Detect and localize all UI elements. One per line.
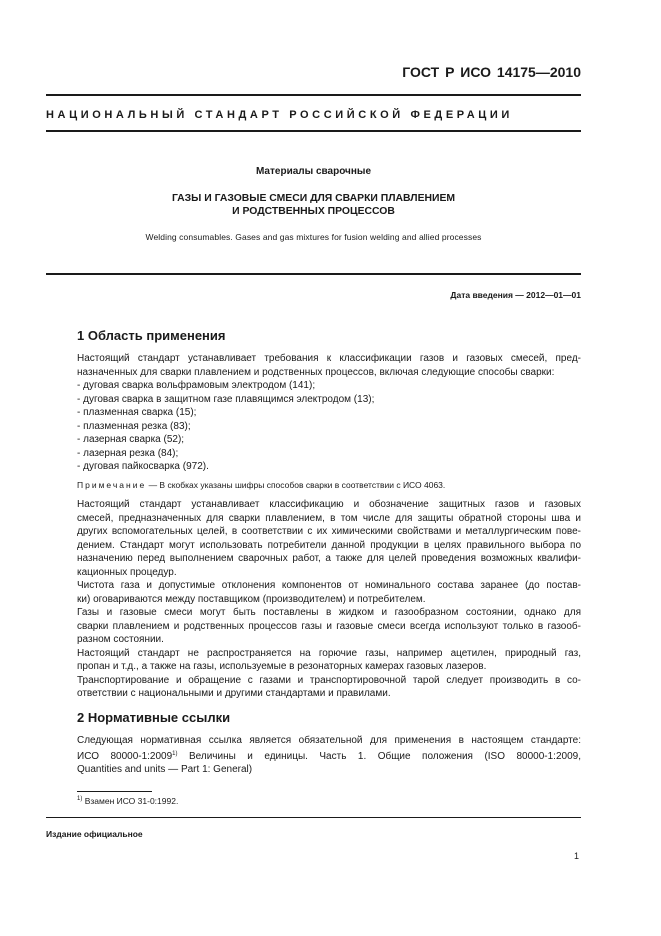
paragraph-line: дением. Стандарт могут использовать потребители данной продукции в целях правильного выбора по (77, 539, 581, 551)
standard-code: ГОСТ Р ИСО 14175—2010 (402, 64, 581, 80)
paragraph-2 (77, 498, 581, 579)
paragraph-line: Газы и газовые смеси могут быть поставлены в жидком и газообразном состоянии, однако для (77, 607, 581, 618)
paragraph-line: Quantities and units — Part 1: General) (77, 764, 253, 775)
english-title: Welding consumables. Gases and gas mixtures for fusion welding and allied processes (145, 232, 482, 242)
page-number: 1 (573, 851, 579, 861)
introduction-date: Дата введения — 2012—01—01 (450, 290, 581, 300)
footnote-ref: 1) (172, 750, 178, 757)
paragraph-line: Настоящий стандарт устанавливает классификацию и обозначение защитных газов и газовых (77, 499, 581, 510)
paragraph-line: сварки плавлением и родственных процессов газы и газовые смеси всегда используют только в газооб- (77, 620, 581, 632)
document-title (46, 192, 581, 218)
paragraph-line: других вспомогательных целей, в соответствии с их химическими свойствами и металлургическим пове- (77, 526, 581, 537)
list-item: - плазменная сварка (15); (77, 407, 197, 418)
paragraph-line: Транспортирование и обращение с газами и транспортировочной тарой следует производить в со- (77, 674, 581, 686)
footnote-text: Взамен ИСО 31-0:1992. (82, 796, 179, 806)
paragraph-4 (77, 606, 581, 647)
list-item: - дуговая сварка вольфрамовым электродом (141); (77, 380, 316, 391)
reference-code: ИСО 80000-1:2009 (77, 750, 173, 762)
footnote (77, 796, 178, 806)
list-item: - дуговая пайкосварка (972). (77, 461, 209, 472)
paragraph-line: Настоящий стандарт не распространяется на горючие газы, например ацетилен, природный газ, (77, 647, 581, 659)
paragraph-line: ответствии с национальными и другими стандартами и правилами. (77, 688, 391, 699)
paragraph-line: кационных процедур. (77, 566, 177, 578)
list-item: - лазерная сварка (52); (77, 434, 185, 445)
section-2-heading: 2 Нормативные ссылки (77, 710, 231, 725)
paragraph-line: разном состоянии. (77, 634, 164, 645)
footer-rule (46, 817, 581, 818)
paragraph-6 (77, 674, 581, 701)
title-rule (46, 273, 581, 275)
paragraph-line: пропан и т.д., а также на газы, используемые в резонаторных камерах газовых лазеров. (77, 661, 487, 672)
note-text: — В скобках указаны шифры способов сварки в соответствии с ИСО 4063. (146, 479, 446, 490)
list-item: - плазменная резка (83); (77, 420, 191, 432)
section-2-body (77, 734, 581, 777)
section-1-heading: 1 Область применения (77, 328, 226, 343)
note-label: Примечание (77, 479, 147, 490)
paragraph-line: ки) оговариваются между поставщиком (производителем) и потребителем. (77, 593, 426, 605)
paragraph-line: Следующая нормативная ссылка является обязательной для применения в настоящем стандарте: (77, 735, 581, 746)
title-line-2: И РОДСТВЕННЫХ ПРОЦЕССОВ (232, 206, 395, 217)
note (77, 479, 581, 493)
paragraph-line (77, 748, 581, 764)
list-item: - лазерная резка (84); (77, 447, 179, 459)
banner-rule (46, 130, 581, 132)
paragraph-5 (77, 647, 581, 674)
list-item: - дуговая сварка в защитном газе плавящимся электродом (13); (77, 393, 375, 405)
paragraph-line: смесей, предназначенных для сварки плавлением, в том числе для защиты обратной стороны шва и (77, 512, 581, 524)
paragraph-line: назначению перед выполнением сварочных работ, а также для целей проведения возможных квалифи- (77, 553, 581, 564)
reference-title: Величины и единицы. Часть 1. Общие положения (ISO 80000-1:2009, (177, 750, 581, 762)
paragraph-3 (77, 579, 581, 606)
edition-label: Издание официальное (46, 829, 143, 839)
national-standard-banner: НАЦИОНАЛЬНЫЙ СТАНДАРТ РОССИЙСКОЙ ФЕДЕРАЦИИ (46, 109, 513, 121)
title-line-1: ГАЗЫ И ГАЗОВЫЕ СМЕСИ ДЛЯ СВАРКИ ПЛАВЛЕНИЕМ (171, 193, 456, 204)
footnote-rule (77, 791, 152, 792)
paragraph-line: Чистота газа и допустимые отклонения компонентов от номинального состава заранее (до постав- (77, 580, 581, 591)
paragraph-line: Настоящий стандарт устанавливает требования к классификации газов и газовых смесей, пред- (77, 353, 581, 364)
section-1-body (77, 352, 581, 701)
footnote-marker: 1) (77, 796, 83, 802)
category-heading: Материалы сварочные (255, 166, 371, 177)
paragraph-line: назначенных для сварки плавлением и родственных процессов, включая следующие способы сварки: (77, 366, 555, 378)
header-rule (46, 94, 581, 96)
